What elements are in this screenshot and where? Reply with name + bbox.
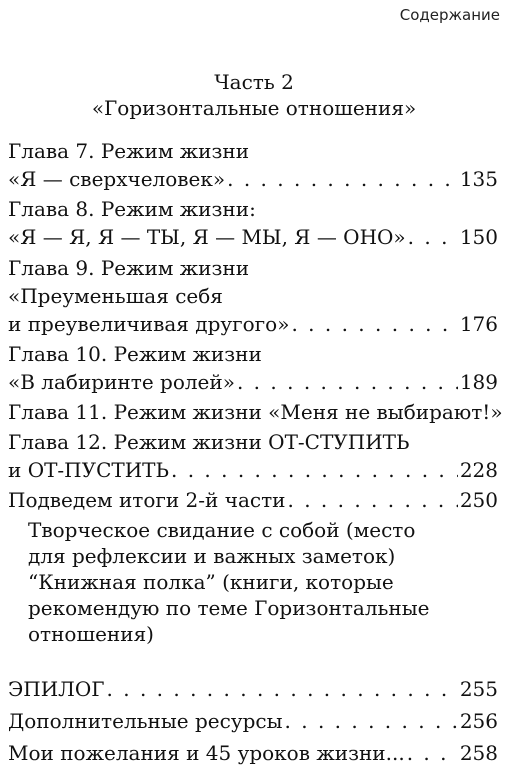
- toc-entry-text: ЭПИЛОГ: [8, 677, 105, 701]
- toc-entry-ch10: [8, 369, 498, 395]
- toc-entry-ch12: [8, 457, 498, 483]
- toc-entry-epilogue: [8, 676, 498, 702]
- dot-leader: [237, 369, 458, 395]
- toc-entry-text: и преувеличивая другого»: [8, 312, 290, 336]
- toc-entry-resources: [8, 708, 498, 734]
- part-subtitle: «Горизонтальные отношения»: [91, 96, 417, 120]
- toc-entry-text: «Я — Я, Я — ТЫ, Я — МЫ, Я — ОНО»: [8, 225, 406, 249]
- toc-entry-creative-line2: для рефлексии и важных заметок): [28, 544, 396, 568]
- page-number: 255: [459, 677, 498, 701]
- toc-entry-bookshelf-line1: “Книжная полка” (книги, которые: [28, 570, 394, 594]
- toc-entry-ch7-title: Глава 7. Режим жизни: [8, 139, 250, 163]
- toc-entry-text: «Я — сверхчеловек»: [8, 167, 226, 191]
- toc-entry-ch10-title: Глава 10. Режим жизни: [8, 342, 262, 366]
- toc-entry-text: «В лабиринте ролей»: [8, 370, 235, 394]
- dot-leader: [408, 224, 458, 250]
- toc-entry-bookshelf-line3: отношения): [28, 622, 154, 646]
- toc-entry-wishes: [8, 740, 498, 766]
- page-number: 256: [459, 709, 498, 733]
- page-number: 258: [459, 741, 498, 765]
- part-title: Часть 2: [214, 70, 294, 94]
- toc-entry-text: Дополнительные ресурсы: [8, 709, 283, 733]
- dot-leader: [171, 457, 458, 483]
- toc-entry-creative-line1: Творческое свидание с собой (место: [28, 518, 416, 542]
- dot-leader: [407, 740, 458, 766]
- toc-entry-text: Мои пожелания и 45 уроков жизни...: [8, 741, 405, 765]
- toc-entry-ch8-title: Глава 8. Режим жизни:: [8, 197, 256, 221]
- toc-entry-summary: [8, 487, 498, 513]
- page-number: 189: [459, 370, 498, 394]
- toc-entry-ch8: [8, 224, 498, 250]
- page-number: 135: [459, 167, 498, 191]
- toc-entry-ch9-title: Глава 9. Режим жизни: [8, 256, 250, 280]
- toc-entry-ch9-subtitle: «Преуменьшая себя: [8, 284, 223, 308]
- page-number: 250: [459, 488, 498, 512]
- page-number: 228: [459, 458, 498, 482]
- toc-entry-ch9: [8, 311, 498, 337]
- dot-leader: [291, 311, 457, 337]
- dot-leader: [285, 708, 458, 734]
- dot-leader: [107, 676, 458, 702]
- toc-entry-text: и ОТ-ПУСТИТЬ: [8, 458, 169, 482]
- toc-entry-ch12-title: Глава 12. Режим жизни ОТ-СТУПИТЬ: [8, 430, 410, 454]
- dot-leader: [287, 487, 457, 513]
- toc-entry-text: Подведем итоги 2-й части: [8, 488, 286, 512]
- page-number: 150: [459, 225, 498, 249]
- toc-entry-bookshelf-line2: рекомендую по теме Горизонтальные: [28, 596, 430, 620]
- toc-entry-ch7: [8, 166, 498, 192]
- toc-entry-ch11: Глава 11. Режим жизни «Меня не выбирают!»: [8, 400, 503, 424]
- page-number: 176: [459, 312, 498, 336]
- running-header: Содержание: [399, 6, 500, 24]
- dot-leader: [227, 166, 458, 192]
